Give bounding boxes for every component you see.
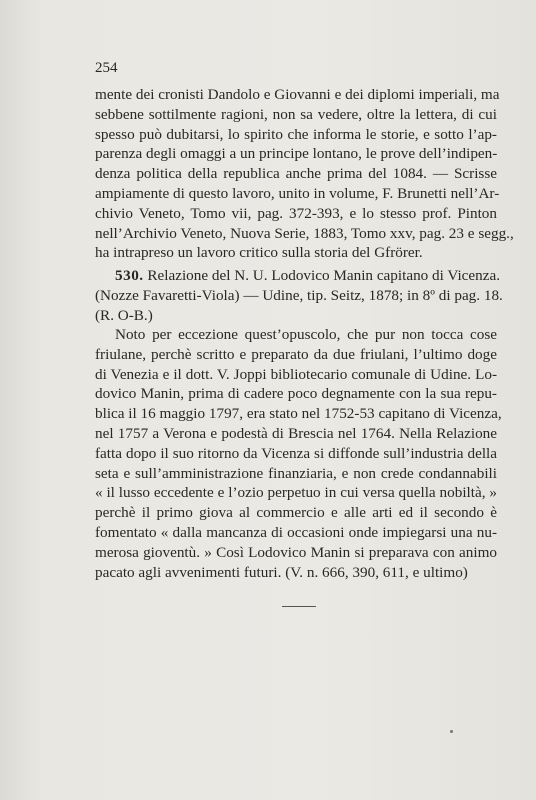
entry-title-line	[95, 266, 501, 286]
text-line: ha intrapreso un lavoro critico sulla storia del Gfrörer.	[95, 244, 423, 262]
page-number: 254	[95, 60, 118, 76]
text-line: di Venezia e il dott. V. Joppi bibliotecario comunale di Udine. Lo-	[95, 365, 497, 383]
text-line: perchè il primo giova al commercio e alle arti ed il secondo è	[95, 504, 497, 522]
text-line: fatta dopo il suo ritorno da Vicenza si diffonde sull’industria della	[95, 444, 497, 462]
entry-title: Relazione del N. U. Lodovico Manin capitano di Vicenza.	[143, 267, 501, 284]
entry-530-body	[95, 325, 502, 582]
section-divider	[282, 606, 316, 607]
text-line: « il lusso eccedente e l’ozio perpetuo in cui versa quella nobiltà, »	[95, 484, 497, 502]
text-line: nell’Archivio Veneto, Nuova Serie, 1883, Tomo xxv, pag. 23 e segg.,	[95, 224, 514, 242]
text-line: parenza degli omaggi a un principe lontano, le prove dell’indipen-	[95, 145, 498, 163]
text-line: pacato agli avvenimenti futuri. (V. n. 666, 390, 611, e ultimo)	[95, 563, 468, 581]
text-line: merosa gioventù. » Così Lodovico Manin si preparava con animo	[95, 543, 497, 561]
text-line: nel 1757 a Verona e podestà di Brescia nel 1764. Nella Relazione	[95, 424, 497, 442]
paper-speck	[450, 730, 453, 733]
text-line: ampiamente di questo lavoro, unito in volume, F. Brunetti nell’Ar-	[95, 184, 500, 202]
paragraph-continued	[95, 85, 514, 263]
text-line: blica il 16 maggio 1797, era stato nel 1752-53 capitano di Vicenza,	[95, 405, 502, 423]
entry-attribution: (R. O-B.)	[95, 306, 153, 324]
text-line: denza politica della republica anche prima del 1084. — Scrisse	[95, 165, 497, 183]
text-line: mente dei cronisti Dandolo e Giovanni e dei diplomi imperiali, ma	[95, 86, 500, 103]
entry-530-heading	[95, 266, 503, 325]
entry-publication-line: (Nozze Favaretti-Viola) — Udine, tip. Seitz, 1878; in 8º di pag. 18.	[95, 286, 503, 304]
entry-number: 530.	[115, 267, 144, 284]
text-line: fomentato « dalla mancanza di occasioni onde impiegarsi una nu-	[95, 523, 497, 541]
text-line: seta e sull’amministrazione finanziaria, e non crede condannabili	[95, 464, 497, 482]
text-line: dovico Manin, prima di cadere poco degnamente con la sua repu-	[95, 385, 497, 403]
text-line: spesso può dubitarsi, lo spirito che informa le storie, e sotto l’ap-	[95, 125, 497, 143]
text-line: sebbene sottilmente ragioni, non sa vedere, oltre la lettera, di cui	[95, 105, 497, 123]
text-line: Noto per eccezione quest’opuscolo, che pur non tocca cose	[115, 326, 497, 343]
text-line: friulane, perchè scritto e preparato da due friulani, l’ultimo doge	[95, 345, 497, 363]
text-line: chivio Veneto, Tomo vii, pag. 372-393, e lo stesso prof. Pinton	[95, 204, 497, 222]
